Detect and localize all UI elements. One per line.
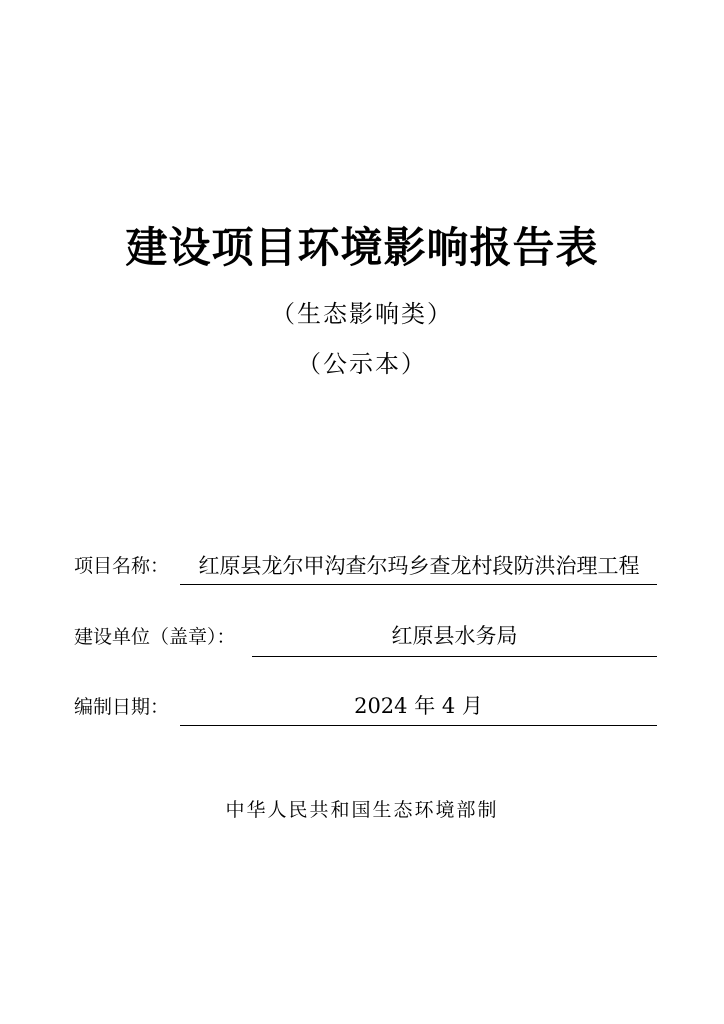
project-name-underline: [180, 584, 657, 585]
report-edition: （公示本）: [297, 350, 427, 378]
report-title: 建设项目环境影响报告表: [125, 223, 599, 272]
date-label: 编制日期：: [74, 696, 170, 718]
builder-label: 建设单位（盖章）：: [74, 626, 236, 648]
report-category: （生态影响类）: [271, 300, 453, 328]
project-name-label: 项目名称：: [74, 555, 170, 577]
project-name-value: 红原县龙尔甲沟查尔玛乡查龙村段防洪治理工程: [198, 554, 640, 578]
date-value: 2024 年 4 月: [354, 694, 483, 718]
issuer-footer: 中华人民共和国生态环境部制: [225, 799, 499, 821]
builder-value: 红原县水务局: [391, 624, 518, 648]
date-underline: [180, 725, 657, 726]
builder-underline: [252, 656, 657, 657]
